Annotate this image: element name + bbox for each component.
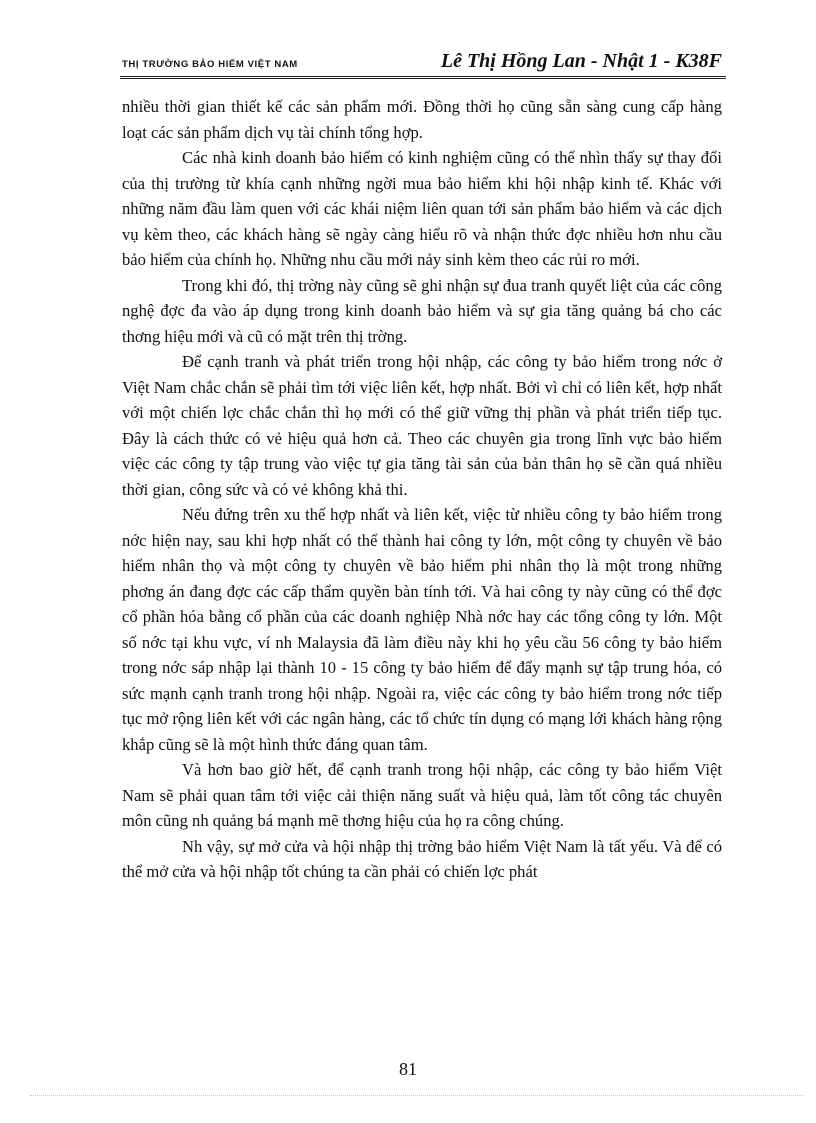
paragraph-3: Trong khi đó, thị trờng này cũng sẽ ghi nhận sự đua tranh quyết liệt của các công nghệ đợc đa vào áp dụng trong kinh doanh bảo hiểm và sự gia tăng quảng bá cho các thơng hiệu mới và cũ có mặt trên thị trờng. — [122, 275, 722, 346]
paragraph-2: Các nhà kinh doanh bảo hiểm có kinh nghiệm cũng có thể nhìn thấy sự thay đổi của thị trường từ khía cạnh những ngời mua bảo hiểm khi hội nhập kinh tế. Khác với những năm đầu làm quen với các khái niệm liên quan tới sản phẩm bảo hiểm và các dịch vụ kèm theo, các khách hàng sẽ ngày càng hiểu rõ và nhận thức đợc nhiều hơn nhu cầu bảo hiểm của chính họ. Những nhu cầu mới nảy sinh kèm theo các rủi ro mới. — [122, 148, 722, 269]
header-title: THỊ TRƯỜNG BẢO HIỂM VIỆT NAM — [122, 59, 298, 70]
paragraph-5: Nếu đứng trên xu thế hợp nhất và liên kết, việc từ nhiều công ty bảo hiểm trong nớc hiện nay, sau khi hợp nhất có thể thành hai công ty lớn, một công ty chuyên về bảo hiểm nhân thọ và một công ty chuyên về bảo hiểm phi nhân thọ là một trong những phơng án đang đợc các cấp thẩm quyền bàn tính tới. Và hai công ty này cũng có thể đợc cổ phần hóa bằng cổ phần của các doanh nghiệp Nhà nớc hay các tổng công ty lớn. Một số nớc tại khu vực, ví nh Malaysia đã làm điều này khi họ yêu cầu 56 công ty bảo hiểm trong nớc sáp nhập lại thành 10 - 15 công ty bảo hiểm để đẩy mạnh sự tập trung hóa, có sức mạnh cạnh tranh trong hội nhập. Ngoài ra, việc các công ty bảo hiểm trong nớc tiếp tục mở rộng liên kết với các ngân hàng, các tổ chức tín dụng có mạng lới khách hàng rộng khắp cũng sẽ là một hình thức đáng quan tâm. — [122, 505, 722, 754]
paragraph-7: Nh vậy, sự mở cửa và hội nhập thị trờng bảo hiểm Việt Nam là tất yếu. Và để có thể mở cửa và hội nhập tốt chúng ta cần phải có chiến lợc phát — [122, 836, 722, 881]
page-bottom-divider — [30, 1095, 804, 1096]
body-text — [122, 94, 722, 885]
page-header — [120, 40, 726, 79]
header-author: Lê Thị Hồng Lan - Nhật 1 - K38F — [440, 50, 722, 72]
paragraph-6: Và hơn bao giờ hết, để cạnh tranh trong hội nhập, các công ty bảo hiểm Việt Nam sẽ phải quan tâm tới việc cải thiện năng suất và hiệu quả, làm tốt công tác chuyên môn cũng nh quảng bá mạnh mẽ thơng hiệu của họ ra công chúng. — [122, 760, 722, 830]
paragraph-4: Để cạnh tranh và phát triển trong hội nhập, các công ty bảo hiểm trong nớc ở Việt Nam chắc chắn sẽ phải tìm tới việc liên kết, hợp nhất. Bởi vì chỉ có liên kết, hợp nhất với một chiến lợc chắc chắn thì họ mới có thể giữ vững thị phần và phát triển tiếp tục. Đây là cách thức có vẻ hiệu quả hơn cả. Theo các chuyên gia trong lĩnh vực bảo hiểm việc các công ty tập trung vào việc tự gia tăng tài sản của bản thân họ sẽ cần quá nhiều thời gian, công sức và có vẻ không khả thi. — [122, 352, 722, 499]
paragraph-1: nhiều thời gian thiết kế các sản phẩm mới. Đồng thời họ cũng sẵn sàng cung cấp hàng loạt các sản phẩm dịch vụ tài chính tổng hợp. — [122, 97, 722, 142]
page-number: 81 — [399, 1059, 417, 1079]
